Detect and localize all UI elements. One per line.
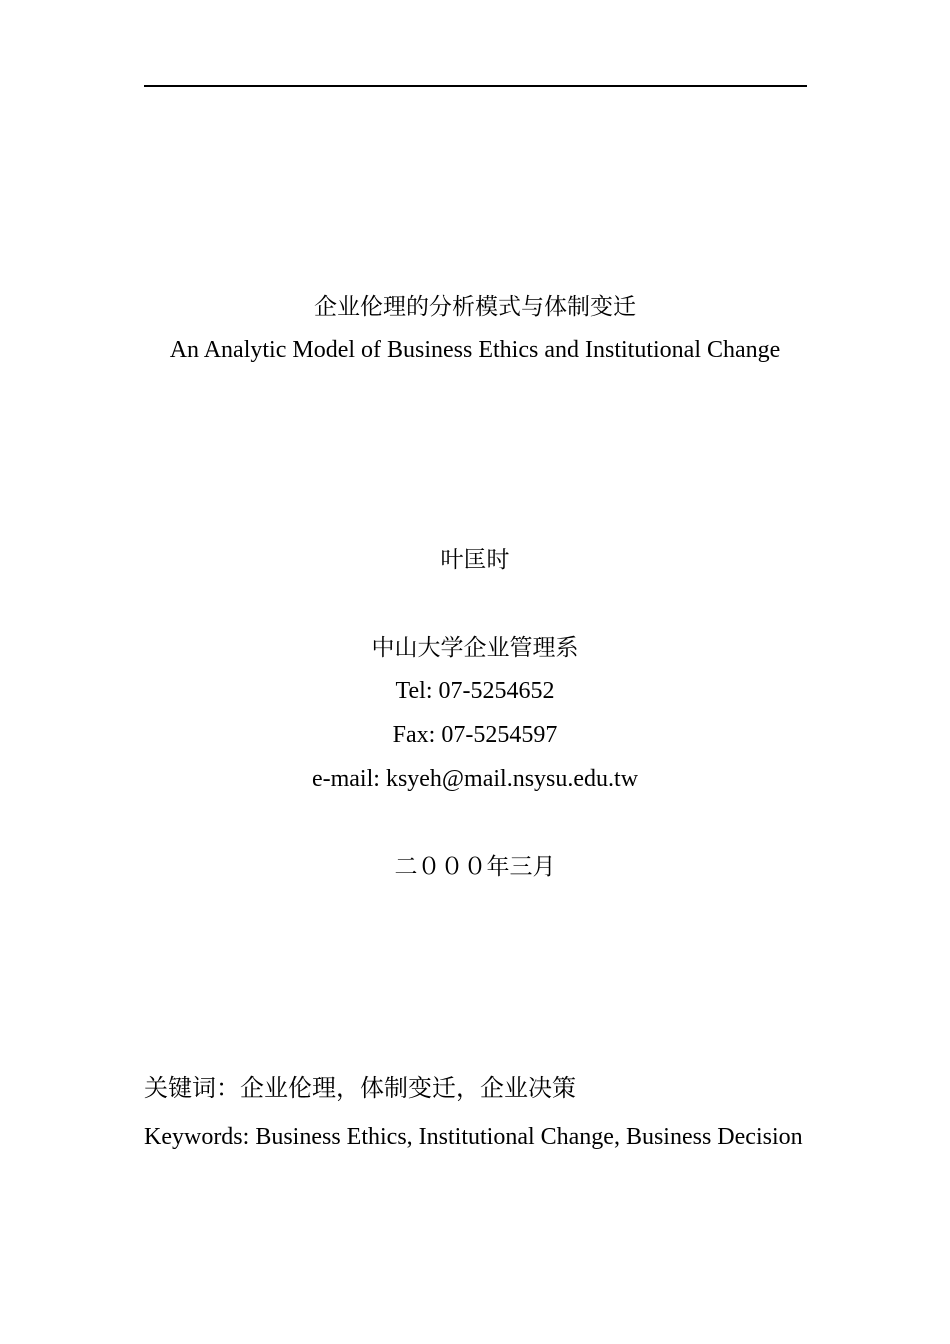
document-date: 二０００年三月 xyxy=(394,854,556,880)
affiliation-department: 中山大学企业管理系 xyxy=(371,635,579,661)
title-english: An Analytic Model of Business Ethics and Institutional Change xyxy=(169,337,781,363)
keywords-english: Keywords: Business Ethics, Institutional Change, Business Decision xyxy=(144,1124,803,1150)
affiliation-tel: Tel: 07-5254652 xyxy=(395,678,555,704)
affiliation-fax: Fax: 07-5254597 xyxy=(392,722,558,748)
affiliation-email: e-mail: ksyeh@mail.nsysu.edu.tw xyxy=(311,766,639,792)
keywords-chinese: 关键词：企业伦理，体制变迁，企业决策 xyxy=(144,1074,576,1102)
header-rule xyxy=(144,85,807,87)
title-chinese: 企业伦理的分析模式与体制变迁 xyxy=(314,294,636,320)
author-name: 叶匡时 xyxy=(440,547,510,573)
